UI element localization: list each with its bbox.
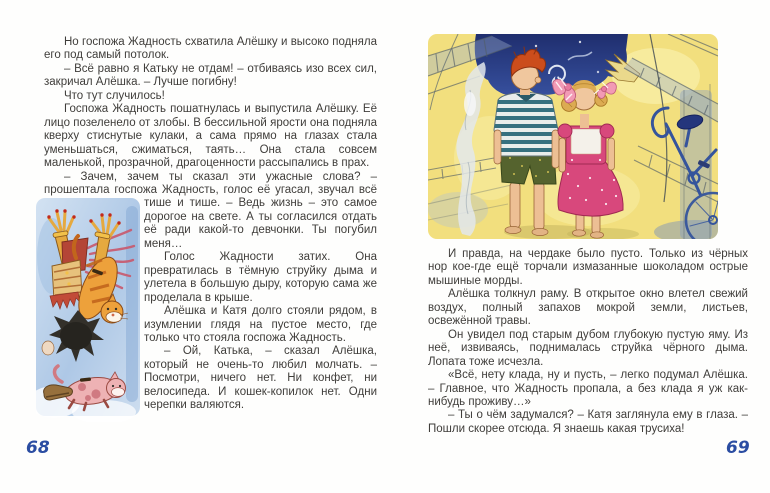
paragraph: Голос Жадности затих. Она превратилась в тёмную струйку дыма и улетела в большую дыру, которую сама же проделала в крыше. — [144, 251, 377, 304]
paragraph: Что тут случилось! — [64, 89, 165, 102]
attic-illustration — [428, 34, 718, 239]
paragraph: – Ты о чём задумался? – Катя заглянула ему в глаза. – Пошли скорее отсюда. Я знаешь какая трусиха! — [428, 409, 748, 435]
paragraph: Алёшка толкнул раму. В открытое окно влетел свежий воздух, полный запахов мокрой земли, листьев, освежённой травы. — [428, 288, 748, 328]
left-page — [44, 36, 377, 422]
paragraph: «Всё, нету клада, ну и пусть, – легко подумал Алёшка. – Главное, что Жадность пропала, а без клада я уж как-нибудь проживу…» — [428, 369, 748, 408]
paragraph: Но госпожа Жадность схватила Алёшку и высоко подняла его под самый потолок. — [44, 36, 377, 62]
paragraph: И правда, на чердаке было пусто. Только из чёрных нор кое-где ещё торчали измазанные шоколадом острые мышиные морды. — [428, 248, 748, 287]
page-number-left: 68 — [26, 438, 50, 458]
paragraph: – Всё равно я Катьку не отдам! – отбиваясь изо всех сил, закричал Алёшка. – Лучше погибну! — [44, 62, 377, 89]
paragraph: Госпожа Жадность пошатнулась и выпустила Алёшку. Её лицо позеленело от злобы. В бессильной ярости она подняла кверху стиснутые кулаки, а сама прямо на глазах стала уменьшаться, сжиматься, таять… Она стала совсем маленькой, прозрачной, драгоценности рассыпались в прах. — [44, 103, 377, 170]
greed-illustration — [36, 171, 140, 422]
paragraph: – Ой, Катька, – сказал Алёшка, который не очень-то любил молчать. – Посмотри, ничего нет. Ни конфет, ни велосипеда. И кошек-копилок нет. Одни черепки валяются. — [144, 345, 377, 412]
right-page — [428, 248, 748, 436]
paragraph: Он увидел под старым дубом глубокую пустую яму. Из неё, извиваясь, поднималась струйка чёрного дыма. Лопата тоже исчезла. — [428, 328, 748, 368]
paragraph: – Зачем, зачем ты сказал эти ужасные слова? – прошептала госпожа Жадность, голос её угасал, звучал всё тише и тише. – Ведь жизнь – это самое дорогое на свете. А ты согласился отдать её ради какой-то девчонки. Ты погубил меня… — [44, 170, 377, 250]
page-number-right: 69 — [726, 438, 750, 458]
paragraph: Алёшка и Катя долго стояли рядом, в изумлении глядя на пустое место, где только что стояла госпожа Жадность. — [144, 305, 377, 344]
